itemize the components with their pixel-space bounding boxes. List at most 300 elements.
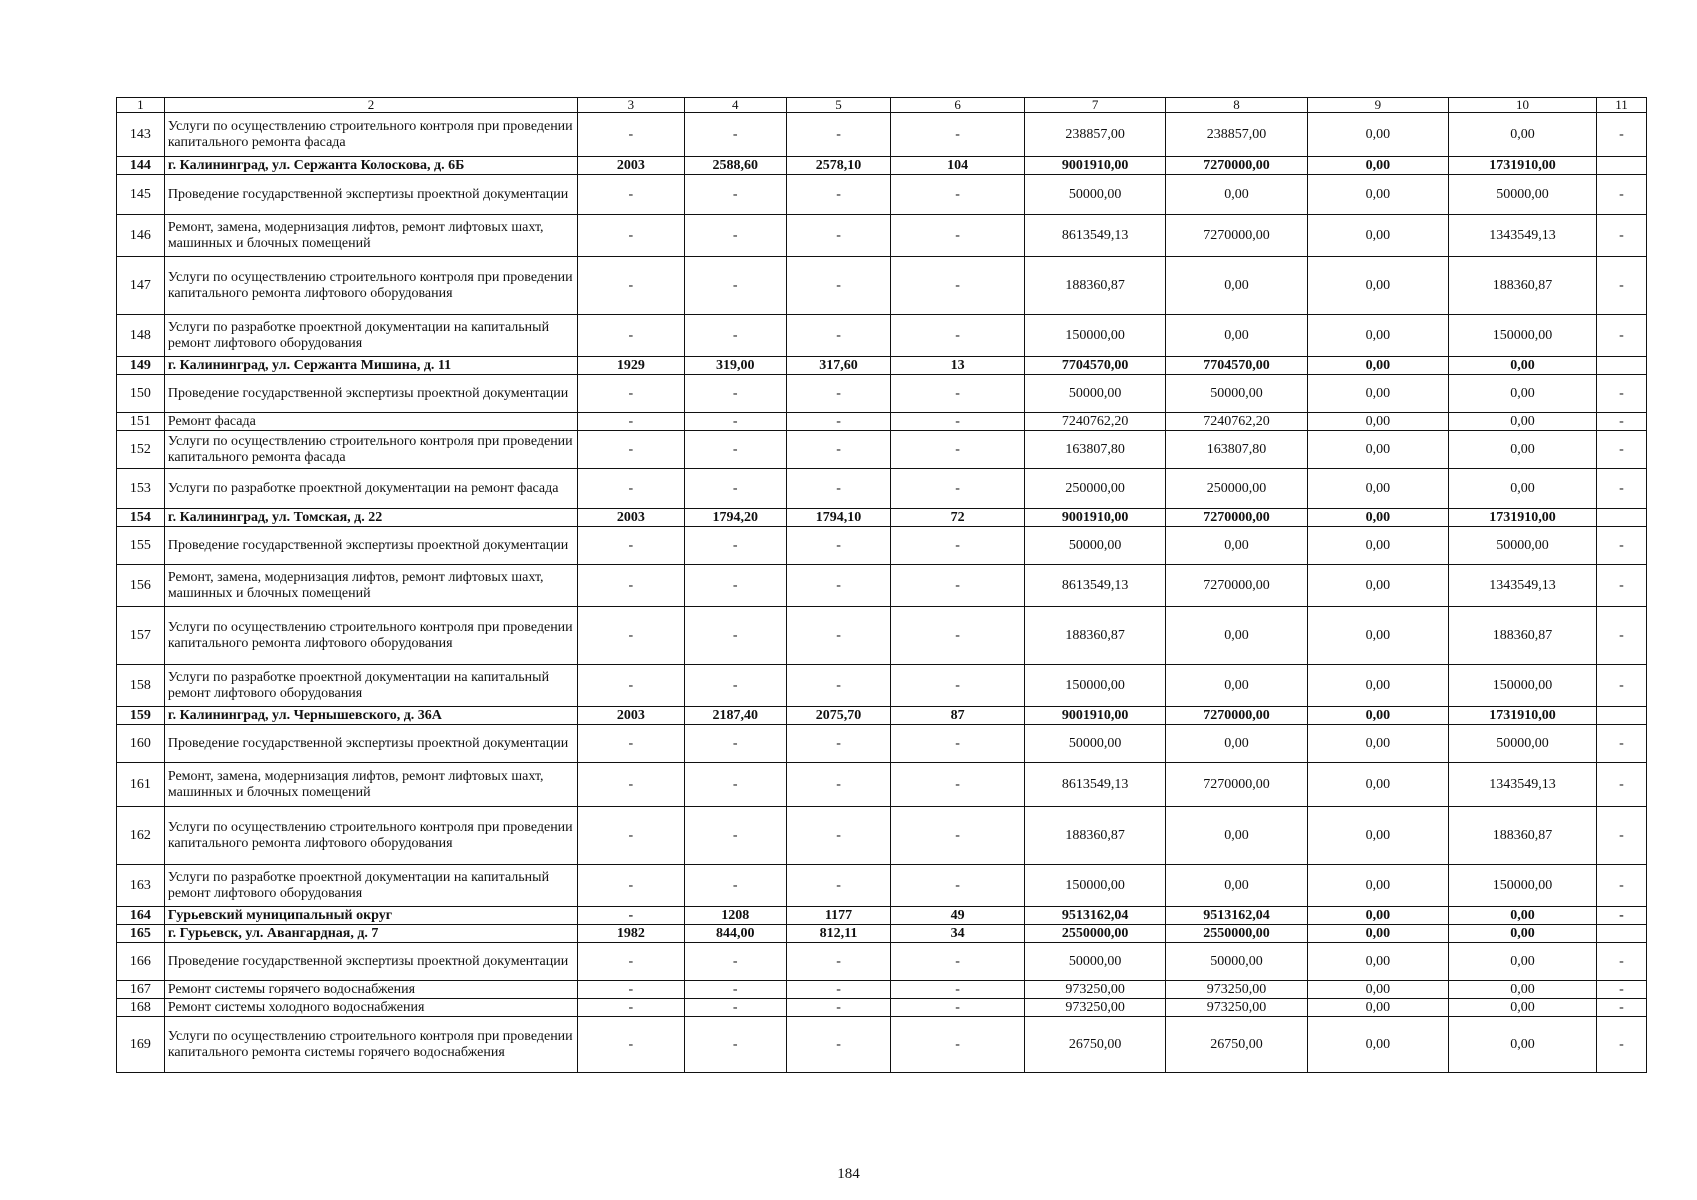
- col-11-value: -: [1596, 907, 1646, 925]
- row-name: г. Калининград, ул. Сержанта Мишина, д. 11: [164, 357, 577, 375]
- col-5-value: -: [786, 257, 890, 315]
- col-6-value: -: [891, 565, 1025, 607]
- col-10-value: 150000,00: [1449, 315, 1597, 357]
- table-row: [117, 113, 1647, 157]
- col-10-value: 0,00: [1449, 1017, 1597, 1073]
- row-number: 154: [117, 509, 165, 527]
- col-3-value: -: [578, 375, 685, 413]
- col-7-value: 973250,00: [1024, 999, 1165, 1017]
- column-number: 1: [117, 98, 165, 113]
- col-6-value: -: [891, 807, 1025, 865]
- col-11-value: -: [1596, 725, 1646, 763]
- col-6-value: -: [891, 527, 1025, 565]
- col-6-value: -: [891, 763, 1025, 807]
- col-9-value: 0,00: [1307, 999, 1448, 1017]
- col-4-value: -: [684, 527, 786, 565]
- row-number: 153: [117, 469, 165, 509]
- col-3-value: -: [578, 943, 685, 981]
- col-10-value: 150000,00: [1449, 865, 1597, 907]
- col-4-value: -: [684, 413, 786, 431]
- table-row: [117, 981, 1647, 999]
- row-number: 149: [117, 357, 165, 375]
- col-8-value: 238857,00: [1166, 113, 1307, 157]
- col-6-value: -: [891, 469, 1025, 509]
- col-6-value: -: [891, 215, 1025, 257]
- col-8-value: 973250,00: [1166, 999, 1307, 1017]
- col-6-value: 72: [891, 509, 1025, 527]
- col-11-value: -: [1596, 665, 1646, 707]
- row-number: 152: [117, 431, 165, 469]
- col-11-value: -: [1596, 431, 1646, 469]
- row-name: Ремонт системы холодного водоснабжения: [164, 999, 577, 1017]
- row-number: 157: [117, 607, 165, 665]
- col-9-value: 0,00: [1307, 509, 1448, 527]
- col-7-value: 8613549,13: [1024, 215, 1165, 257]
- col-3-value: -: [578, 469, 685, 509]
- row-number: 162: [117, 807, 165, 865]
- column-number: 10: [1449, 98, 1597, 113]
- col-3-value: -: [578, 527, 685, 565]
- col-7-value: 973250,00: [1024, 981, 1165, 999]
- col-6-value: 104: [891, 157, 1025, 175]
- row-name: Ремонт фасада: [164, 413, 577, 431]
- col-5-value: -: [786, 943, 890, 981]
- col-7-value: 50000,00: [1024, 725, 1165, 763]
- col-6-value: -: [891, 431, 1025, 469]
- col-10-value: 50000,00: [1449, 175, 1597, 215]
- col-6-value: -: [891, 175, 1025, 215]
- col-5-value: -: [786, 113, 890, 157]
- col-3-value: -: [578, 175, 685, 215]
- column-number: 8: [1166, 98, 1307, 113]
- col-7-value: 250000,00: [1024, 469, 1165, 509]
- row-number: 161: [117, 763, 165, 807]
- column-number: 4: [684, 98, 786, 113]
- col-6-value: -: [891, 257, 1025, 315]
- col-10-value: 0,00: [1449, 925, 1597, 943]
- col-4-value: -: [684, 113, 786, 157]
- col-6-value: -: [891, 865, 1025, 907]
- col-3-value: -: [578, 431, 685, 469]
- col-7-value: 50000,00: [1024, 943, 1165, 981]
- col-4-value: 844,00: [684, 925, 786, 943]
- col-3-value: -: [578, 413, 685, 431]
- col-7-value: 9001910,00: [1024, 157, 1165, 175]
- col-11-value: -: [1596, 763, 1646, 807]
- row-name: Проведение государственной экспертизы проектной документации: [164, 175, 577, 215]
- row-name: Гурьевский муниципальный округ: [164, 907, 577, 925]
- col-5-value: -: [786, 469, 890, 509]
- row-number: 144: [117, 157, 165, 175]
- table-row: [117, 763, 1647, 807]
- col-5-value: 812,11: [786, 925, 890, 943]
- row-number: 143: [117, 113, 165, 157]
- table-row: [117, 1017, 1647, 1073]
- table-row: [117, 469, 1647, 509]
- col-3-value: -: [578, 215, 685, 257]
- table-row: [117, 257, 1647, 315]
- col-10-value: 0,00: [1449, 113, 1597, 157]
- col-6-value: -: [891, 999, 1025, 1017]
- col-7-value: 50000,00: [1024, 175, 1165, 215]
- col-9-value: 0,00: [1307, 763, 1448, 807]
- row-number: 155: [117, 527, 165, 565]
- table-row: [117, 999, 1647, 1017]
- col-5-value: -: [786, 807, 890, 865]
- col-11-value: -: [1596, 999, 1646, 1017]
- col-7-value: 9001910,00: [1024, 509, 1165, 527]
- col-11-value: [1596, 509, 1646, 527]
- col-6-value: -: [891, 607, 1025, 665]
- address-row: [117, 907, 1647, 925]
- row-name: Услуги по осуществлению строительного контроля при проведении капитального ремонта системы горячего водоснабжения: [164, 1017, 577, 1073]
- col-5-value: -: [786, 413, 890, 431]
- col-7-value: 7240762,20: [1024, 413, 1165, 431]
- col-5-value: -: [786, 315, 890, 357]
- row-name: Проведение государственной экспертизы проектной документации: [164, 527, 577, 565]
- address-row: [117, 707, 1647, 725]
- col-11-value: -: [1596, 807, 1646, 865]
- table-row: [117, 725, 1647, 763]
- column-number: 7: [1024, 98, 1165, 113]
- col-4-value: -: [684, 807, 786, 865]
- col-7-value: 8613549,13: [1024, 565, 1165, 607]
- col-9-value: 0,00: [1307, 565, 1448, 607]
- col-3-value: 1982: [578, 925, 685, 943]
- col-11-value: -: [1596, 981, 1646, 999]
- col-4-value: -: [684, 175, 786, 215]
- col-5-value: -: [786, 981, 890, 999]
- col-5-value: -: [786, 665, 890, 707]
- col-3-value: -: [578, 665, 685, 707]
- row-name: Проведение государственной экспертизы проектной документации: [164, 375, 577, 413]
- col-7-value: 188360,87: [1024, 807, 1165, 865]
- col-10-value: 50000,00: [1449, 527, 1597, 565]
- col-7-value: 163807,80: [1024, 431, 1165, 469]
- col-8-value: 0,00: [1166, 725, 1307, 763]
- col-11-value: -: [1596, 1017, 1646, 1073]
- col-10-value: 150000,00: [1449, 665, 1597, 707]
- column-number: 2: [164, 98, 577, 113]
- col-5-value: -: [786, 1017, 890, 1073]
- col-5-value: 1177: [786, 907, 890, 925]
- col-9-value: 0,00: [1307, 215, 1448, 257]
- col-6-value: -: [891, 113, 1025, 157]
- col-10-value: 0,00: [1449, 375, 1597, 413]
- row-number: 165: [117, 925, 165, 943]
- col-8-value: 0,00: [1166, 665, 1307, 707]
- col-10-value: 50000,00: [1449, 725, 1597, 763]
- col-8-value: 0,00: [1166, 527, 1307, 565]
- col-3-value: -: [578, 981, 685, 999]
- col-9-value: 0,00: [1307, 943, 1448, 981]
- col-4-value: -: [684, 943, 786, 981]
- col-3-value: 2003: [578, 707, 685, 725]
- col-10-value: 1731910,00: [1449, 707, 1597, 725]
- col-5-value: -: [786, 215, 890, 257]
- col-5-value: 1794,10: [786, 509, 890, 527]
- row-name: Услуги по разработке проектной документации на ремонт фасада: [164, 469, 577, 509]
- col-9-value: 0,00: [1307, 725, 1448, 763]
- col-5-value: -: [786, 607, 890, 665]
- col-9-value: 0,00: [1307, 527, 1448, 565]
- page-number: 184: [837, 1166, 860, 1182]
- row-name: Проведение государственной экспертизы проектной документации: [164, 725, 577, 763]
- table-row: [117, 375, 1647, 413]
- col-11-value: -: [1596, 175, 1646, 215]
- col-3-value: -: [578, 257, 685, 315]
- document-sheet: [116, 97, 1647, 1073]
- col-8-value: 50000,00: [1166, 943, 1307, 981]
- col-9-value: 0,00: [1307, 469, 1448, 509]
- col-11-value: -: [1596, 943, 1646, 981]
- col-9-value: 0,00: [1307, 607, 1448, 665]
- col-6-value: -: [891, 943, 1025, 981]
- col-11-value: [1596, 357, 1646, 375]
- table-row: [117, 607, 1647, 665]
- col-7-value: 150000,00: [1024, 665, 1165, 707]
- col-5-value: -: [786, 375, 890, 413]
- row-number: 159: [117, 707, 165, 725]
- col-6-value: 87: [891, 707, 1025, 725]
- col-3-value: 2003: [578, 509, 685, 527]
- row-number: 148: [117, 315, 165, 357]
- col-7-value: 150000,00: [1024, 865, 1165, 907]
- col-3-value: 2003: [578, 157, 685, 175]
- col-9-value: 0,00: [1307, 665, 1448, 707]
- col-3-value: -: [578, 113, 685, 157]
- col-10-value: 188360,87: [1449, 807, 1597, 865]
- col-4-value: -: [684, 431, 786, 469]
- col-8-value: 7270000,00: [1166, 215, 1307, 257]
- col-6-value: 13: [891, 357, 1025, 375]
- col-3-value: -: [578, 999, 685, 1017]
- col-9-value: 0,00: [1307, 315, 1448, 357]
- col-4-value: 2588,60: [684, 157, 786, 175]
- col-4-value: -: [684, 865, 786, 907]
- col-3-value: -: [578, 565, 685, 607]
- row-name: Ремонт, замена, модернизация лифтов, ремонт лифтовых шахт, машинных и блочных помещений: [164, 763, 577, 807]
- row-number: 147: [117, 257, 165, 315]
- col-5-value: -: [786, 725, 890, 763]
- col-10-value: 1343549,13: [1449, 565, 1597, 607]
- col-6-value: -: [891, 665, 1025, 707]
- table-row: [117, 215, 1647, 257]
- col-4-value: -: [684, 665, 786, 707]
- col-4-value: -: [684, 607, 786, 665]
- col-7-value: 188360,87: [1024, 607, 1165, 665]
- col-10-value: 0,00: [1449, 999, 1597, 1017]
- col-8-value: 0,00: [1166, 807, 1307, 865]
- col-11-value: -: [1596, 469, 1646, 509]
- row-number: 150: [117, 375, 165, 413]
- col-8-value: 2550000,00: [1166, 925, 1307, 943]
- col-5-value: 317,60: [786, 357, 890, 375]
- col-7-value: 9513162,04: [1024, 907, 1165, 925]
- col-3-value: -: [578, 807, 685, 865]
- col-5-value: -: [786, 527, 890, 565]
- row-name: г. Калининград, ул. Томская, д. 22: [164, 509, 577, 527]
- col-8-value: 7270000,00: [1166, 565, 1307, 607]
- col-9-value: 0,00: [1307, 375, 1448, 413]
- col-11-value: -: [1596, 527, 1646, 565]
- col-9-value: 0,00: [1307, 175, 1448, 215]
- col-5-value: -: [786, 763, 890, 807]
- col-11-value: -: [1596, 565, 1646, 607]
- col-5-value: 2578,10: [786, 157, 890, 175]
- col-9-value: 0,00: [1307, 257, 1448, 315]
- col-8-value: 7270000,00: [1166, 763, 1307, 807]
- col-10-value: 0,00: [1449, 431, 1597, 469]
- col-9-value: 0,00: [1307, 413, 1448, 431]
- col-8-value: 9513162,04: [1166, 907, 1307, 925]
- col-3-value: -: [578, 907, 685, 925]
- row-number: 160: [117, 725, 165, 763]
- col-9-value: 0,00: [1307, 907, 1448, 925]
- col-4-value: 1208: [684, 907, 786, 925]
- table-body: [117, 98, 1647, 1073]
- col-7-value: 8613549,13: [1024, 763, 1165, 807]
- col-8-value: 26750,00: [1166, 1017, 1307, 1073]
- col-6-value: -: [891, 315, 1025, 357]
- col-6-value: -: [891, 375, 1025, 413]
- col-4-value: -: [684, 469, 786, 509]
- col-11-value: [1596, 157, 1646, 175]
- col-4-value: -: [684, 763, 786, 807]
- col-7-value: 26750,00: [1024, 1017, 1165, 1073]
- row-number: 167: [117, 981, 165, 999]
- col-10-value: 0,00: [1449, 981, 1597, 999]
- col-5-value: -: [786, 565, 890, 607]
- col-3-value: -: [578, 865, 685, 907]
- col-4-value: -: [684, 565, 786, 607]
- col-7-value: 7704570,00: [1024, 357, 1165, 375]
- row-number: 151: [117, 413, 165, 431]
- col-7-value: 50000,00: [1024, 527, 1165, 565]
- col-8-value: 7704570,00: [1166, 357, 1307, 375]
- col-9-value: 0,00: [1307, 357, 1448, 375]
- col-3-value: -: [578, 763, 685, 807]
- col-3-value: -: [578, 607, 685, 665]
- table-row: [117, 943, 1647, 981]
- col-11-value: -: [1596, 375, 1646, 413]
- column-number: 6: [891, 98, 1025, 113]
- table-row: [117, 527, 1647, 565]
- row-name: Проведение государственной экспертизы проектной документации: [164, 943, 577, 981]
- col-10-value: 188360,87: [1449, 607, 1597, 665]
- col-10-value: 0,00: [1449, 469, 1597, 509]
- row-name: Услуги по разработке проектной документации на капитальный ремонт лифтового оборудования: [164, 665, 577, 707]
- row-name: Ремонт, замена, модернизация лифтов, ремонт лифтовых шахт, машинных и блочных помещений: [164, 215, 577, 257]
- row-number: 168: [117, 999, 165, 1017]
- col-4-value: -: [684, 999, 786, 1017]
- col-8-value: 7240762,20: [1166, 413, 1307, 431]
- col-5-value: -: [786, 431, 890, 469]
- column-number: 9: [1307, 98, 1448, 113]
- col-10-value: 1343549,13: [1449, 763, 1597, 807]
- row-name: Ремонт системы горячего водоснабжения: [164, 981, 577, 999]
- address-row: [117, 357, 1647, 375]
- col-9-value: 0,00: [1307, 113, 1448, 157]
- col-10-value: 1731910,00: [1449, 157, 1597, 175]
- row-name: Услуги по разработке проектной документации на капитальный ремонт лифтового оборудования: [164, 865, 577, 907]
- col-10-value: 1343549,13: [1449, 215, 1597, 257]
- col-5-value: -: [786, 865, 890, 907]
- row-number: 156: [117, 565, 165, 607]
- col-8-value: 7270000,00: [1166, 157, 1307, 175]
- column-number: 11: [1596, 98, 1646, 113]
- col-9-value: 0,00: [1307, 1017, 1448, 1073]
- row-number: 146: [117, 215, 165, 257]
- address-row: [117, 925, 1647, 943]
- address-row: [117, 157, 1647, 175]
- col-8-value: 7270000,00: [1166, 707, 1307, 725]
- row-number: 145: [117, 175, 165, 215]
- col-9-value: 0,00: [1307, 157, 1448, 175]
- col-3-value: -: [578, 315, 685, 357]
- col-8-value: 0,00: [1166, 315, 1307, 357]
- col-11-value: -: [1596, 413, 1646, 431]
- col-9-value: 0,00: [1307, 865, 1448, 907]
- col-11-value: -: [1596, 257, 1646, 315]
- column-number: 5: [786, 98, 890, 113]
- col-3-value: -: [578, 1017, 685, 1073]
- row-name: Услуги по осуществлению строительного контроля при проведении капитального ремонта лифтового оборудования: [164, 807, 577, 865]
- col-5-value: -: [786, 175, 890, 215]
- col-9-value: 0,00: [1307, 807, 1448, 865]
- col-7-value: 2550000,00: [1024, 925, 1165, 943]
- col-7-value: 9001910,00: [1024, 707, 1165, 725]
- table-row: [117, 565, 1647, 607]
- row-name: г. Калининград, ул. Сержанта Колоскова, д. 6Б: [164, 157, 577, 175]
- table-row: [117, 431, 1647, 469]
- column-number: 3: [578, 98, 685, 113]
- col-4-value: -: [684, 215, 786, 257]
- col-11-value: -: [1596, 607, 1646, 665]
- col-8-value: 0,00: [1166, 865, 1307, 907]
- col-8-value: 0,00: [1166, 257, 1307, 315]
- col-6-value: -: [891, 725, 1025, 763]
- col-8-value: 50000,00: [1166, 375, 1307, 413]
- col-8-value: 0,00: [1166, 607, 1307, 665]
- address-row: [117, 509, 1647, 527]
- row-name: г. Гурьевск, ул. Авангардная, д. 7: [164, 925, 577, 943]
- col-8-value: 250000,00: [1166, 469, 1307, 509]
- column-number-row: [117, 98, 1647, 113]
- row-name: Услуги по осуществлению строительного контроля при проведении капитального ремонта фасада: [164, 113, 577, 157]
- table-row: [117, 175, 1647, 215]
- col-4-value: -: [684, 257, 786, 315]
- row-number: 158: [117, 665, 165, 707]
- table-row: [117, 413, 1647, 431]
- col-10-value: 188360,87: [1449, 257, 1597, 315]
- col-5-value: -: [786, 999, 890, 1017]
- col-4-value: -: [684, 315, 786, 357]
- col-4-value: -: [684, 725, 786, 763]
- row-name: Услуги по осуществлению строительного контроля при проведении капитального ремонта фасада: [164, 431, 577, 469]
- row-number: 164: [117, 907, 165, 925]
- col-4-value: 319,00: [684, 357, 786, 375]
- col-11-value: -: [1596, 113, 1646, 157]
- col-11-value: [1596, 925, 1646, 943]
- col-6-value: 49: [891, 907, 1025, 925]
- col-10-value: 0,00: [1449, 413, 1597, 431]
- col-7-value: 50000,00: [1024, 375, 1165, 413]
- col-8-value: 0,00: [1166, 175, 1307, 215]
- col-6-value: -: [891, 981, 1025, 999]
- col-11-value: -: [1596, 865, 1646, 907]
- col-11-value: [1596, 707, 1646, 725]
